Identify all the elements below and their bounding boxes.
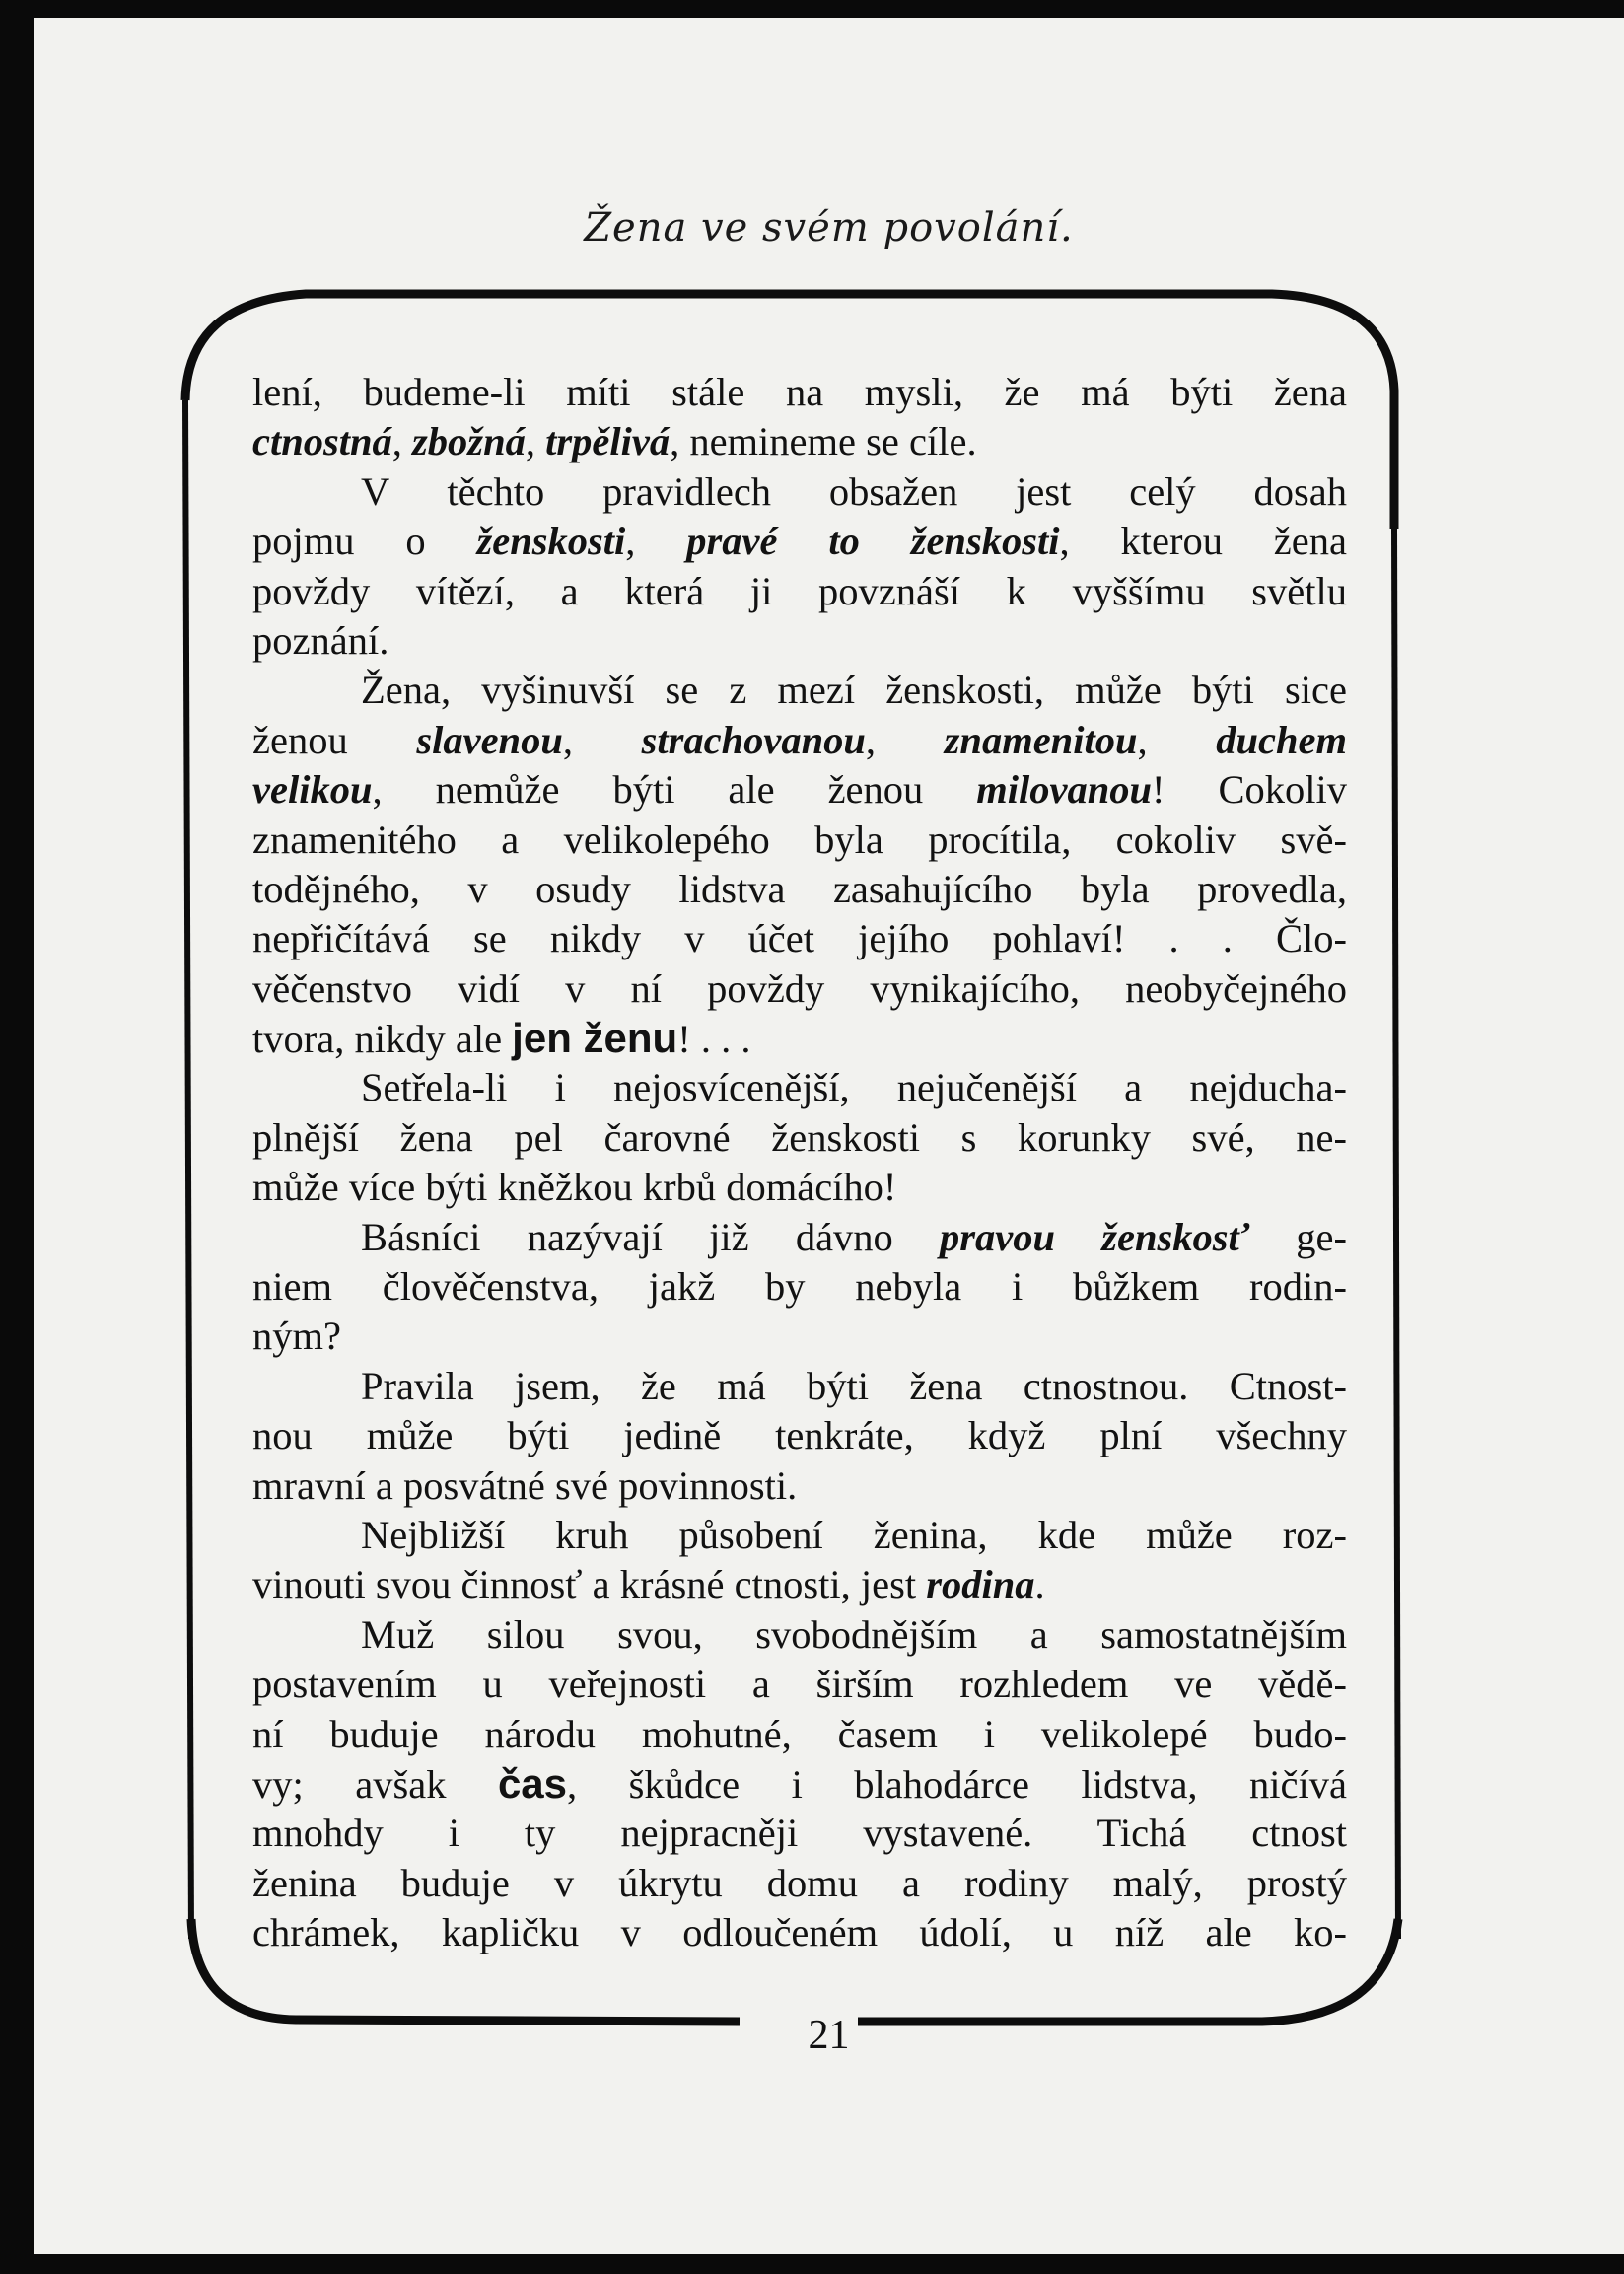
text-line: povždy vítězí, a která ji povznáší k vyššímu světlu: [252, 568, 1347, 613]
book-page: [34, 18, 1624, 2254]
paragraph-3: [252, 666, 1347, 1063]
paragraph-7: [252, 1511, 1347, 1610]
text-line: může více býti kněžkou krbů domácího!: [252, 1165, 897, 1210]
paragraph-1: [252, 368, 1347, 467]
running-head: Žena ve svém povolání.: [584, 205, 1074, 250]
text-line: Žena, vyšinuvší se z mezí ženskosti, může býti sice: [361, 668, 1347, 713]
page-number: 21: [808, 2013, 850, 2058]
text-line: ným?: [252, 1314, 341, 1359]
body-text: [252, 368, 1347, 1958]
text-line: nepřičítává se nikdy v účet jejího pohlaví! . . Člo-: [252, 916, 1347, 961]
text-line: velikou, nemůže býti ale ženou milovanou! Cokoliv: [252, 767, 1347, 813]
paragraph-5: [252, 1213, 1347, 1362]
text-line: Básníci nazývají již dávno pravou ženskosť ge-: [361, 1214, 1347, 1259]
paragraph-6: [252, 1362, 1347, 1511]
text-line: Pravila jsem, že má býti žena ctnostnou. Ctnost-: [361, 1363, 1347, 1408]
text-line: mravní a posvátné své povinnosti.: [252, 1462, 798, 1508]
text-line: niem člověčenstva, jakž by nebyla i bůžkem rodin-: [252, 1264, 1347, 1310]
text-line: plnější žena pel čarovné ženskosti s korunky své, ne-: [252, 1114, 1347, 1160]
text-line: vy; avšak čas, škůdce i blahodárce lidstva, ničívá: [252, 1759, 1347, 1807]
text-line: Setřela-li i nejosvícenější, nejučenější a nejducha-: [361, 1065, 1347, 1110]
text-line: pojmu o ženskosti, pravé to ženskosti, kterou žena: [252, 519, 1347, 564]
text-line: V těchto pravidlech obsažen jest celý dosah: [361, 468, 1347, 514]
paragraph-8: [252, 1610, 1347, 1958]
text-line: Muž silou svou, svobodnějším a samostatnějším: [361, 1611, 1347, 1657]
text-line: ní buduje národu mohutné, časem i velikolepé budo-: [252, 1711, 1347, 1756]
text-line: ženina buduje v úkrytu domu a rodiny malý, prostý: [252, 1860, 1347, 1905]
paragraph-2: [252, 467, 1347, 667]
text-line: poznání.: [252, 617, 389, 663]
text-line: lení, budeme-li míti stále na mysli, že má býti žena: [252, 370, 1347, 414]
text-line: chrámek, kapličku v odloučeném údolí, u níž ale ko-: [252, 1910, 1347, 1955]
text-line: nou může býti jedině tenkráte, když plní všechny: [252, 1413, 1347, 1458]
paragraph-4: [252, 1063, 1347, 1212]
text-line: znamenitého a velikolepého byla procítila, cokoliv svě-: [252, 817, 1347, 862]
text-line: ženou slavenou, strachovanou, znamenitou, duchem: [252, 717, 1347, 762]
text-line: mnohdy i ty nejpracněji vystavené. Tichá ctnost: [252, 1811, 1347, 1856]
text-line: ctnostná, zbožná, trpělivá, nemineme se cíle.: [252, 419, 977, 464]
text-line: postavením u veřejnosti a širším rozhledem ve vědě-: [252, 1662, 1347, 1707]
text-line: todějného, v osudy lidstva zasahujícího byla provedla,: [252, 866, 1347, 911]
text-line: věčenstvo vidí v ní povždy vynikajícího, neobyčejného: [252, 965, 1347, 1011]
text-line: tvora, nikdy ale jen ženu! . . .: [252, 1015, 751, 1062]
text-line: Nejbližší kruh působení ženina, kde může roz-: [361, 1512, 1347, 1557]
text-line: vinouti svou činnosť a krásné ctnosti, jest rodina.: [252, 1562, 1045, 1607]
